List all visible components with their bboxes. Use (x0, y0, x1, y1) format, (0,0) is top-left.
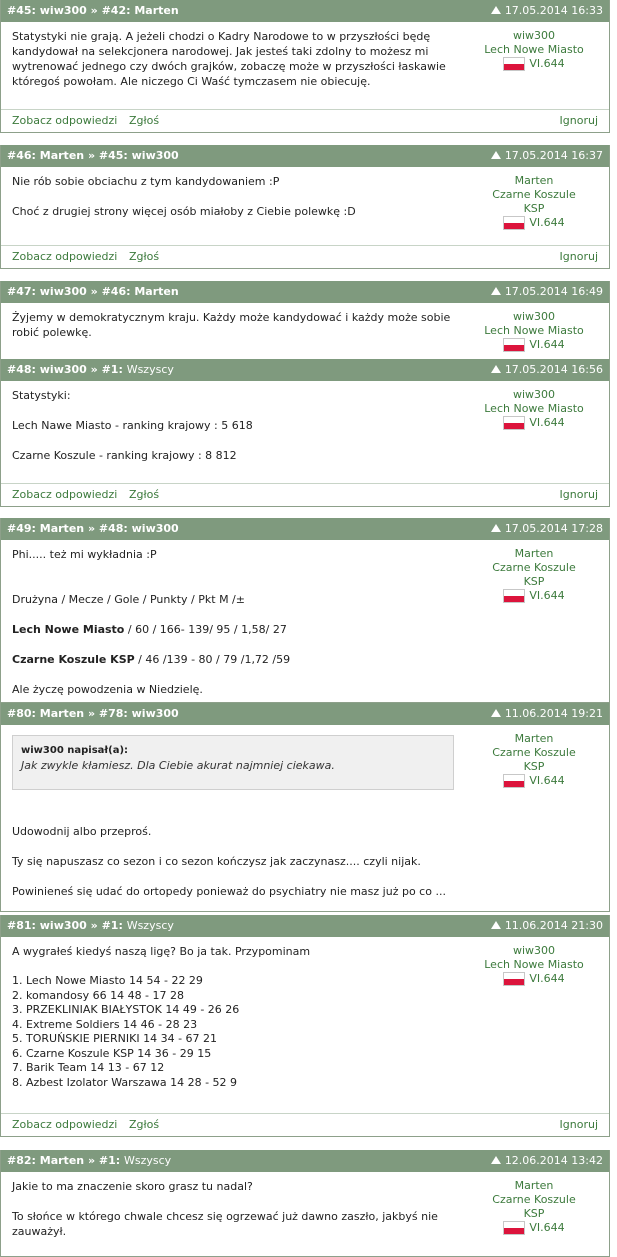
user-level[interactable]: VI.644 (529, 774, 565, 787)
post-date: 17.05.2014 16:56 (504, 363, 603, 376)
post-footer (1, 245, 609, 268)
post-header: #80: Marten » #78: wiw300 11.06.2014 19:21 (1, 703, 609, 725)
team-name[interactable]: Lech Nowe Miasto (484, 958, 584, 971)
post-number[interactable]: #46 (7, 149, 32, 162)
post-footer (1, 1113, 609, 1136)
reply-target-number[interactable]: #46 (101, 285, 127, 298)
user-level[interactable]: VI.644 (529, 338, 565, 351)
reply-target-name[interactable]: Marten (134, 4, 179, 17)
user-info (464, 944, 604, 986)
post-number[interactable]: #47 (7, 285, 32, 298)
post-text: Statystyki: Lech Nawe Miasto - ranking krajowy : 5 618 Czarne Koszule - ranking krajowy : 8 812 (12, 389, 253, 462)
post-number[interactable]: #45 (7, 4, 32, 17)
post-47 (0, 281, 610, 360)
post-45 (0, 0, 610, 133)
user-name[interactable]: wiw300 (512, 29, 556, 42)
team-name[interactable]: Lech Nowe Miasto (484, 43, 584, 56)
poland-flag-icon (503, 1221, 525, 1235)
post-text: Jakie to ma znaczenie skoro grasz tu nadal? To słońce w którego chwale chcesz się ogrzewać już dawno zaszło, jakbyś nie zauważył. (12, 1180, 438, 1238)
post-text: A wygrałeś kiedyś naszą ligę? Bo ja tak. Przypominam 1. Lech Nowe Miasto 14 54 - 22 29 2. komandosy 66 14 48 - 17 28 3. PRZEKLINIAK BIAŁYSTOK 14 49 - 26 26 4. Extreme Soldiers 14 46 - 28 23 5. TORUŃSKIE PIERNIKI 14 34 - 67 21 6. Czarne Koszule KSP 14 36 - 29 15 7. Barik Team 14 13 - 67 12 8. Azbest Izolator Warszawa 14 28 - 52 9 (12, 944, 452, 1090)
post-number[interactable]: #82 (7, 1154, 32, 1167)
view-replies-link[interactable]: Zobacz odpowiedzi (12, 114, 118, 127)
user-info (464, 732, 604, 788)
team-name-suffix[interactable]: KSP (523, 1207, 545, 1220)
user-info (464, 29, 604, 71)
team-name-suffix[interactable]: KSP (523, 575, 545, 588)
user-name[interactable]: Marten (514, 732, 554, 745)
team-name-suffix[interactable]: KSP (523, 202, 545, 215)
user-name[interactable]: Marten (514, 174, 554, 187)
list-item: 6. Czarne Koszule KSP 14 36 - 29 15 (12, 1046, 212, 1060)
list-item: 8. Azbest Izolator Warszawa 14 28 - 52 9 (12, 1075, 238, 1089)
list-item: 1. Lech Nowe Miasto 14 54 - 22 29 (12, 974, 203, 987)
team-name[interactable]: Czarne Koszule (492, 1193, 576, 1206)
post-date: 17.05.2014 16:33 (504, 4, 603, 17)
post-author[interactable]: Marten (39, 707, 85, 720)
team-name-suffix[interactable]: KSP (523, 760, 545, 773)
post-author[interactable]: wiw300 (39, 4, 87, 17)
user-name[interactable]: wiw300 (512, 310, 556, 323)
user-name[interactable]: wiw300 (512, 388, 556, 401)
list-item: 7. Barik Team 14 13 - 67 12 (12, 1061, 165, 1074)
reply-target-name[interactable]: Wszyscy (126, 919, 174, 932)
arrow-up-icon[interactable] (491, 524, 501, 532)
team-name[interactable]: Lech Nowe Miasto (484, 402, 584, 415)
reply-target-name[interactable]: wiw300 (131, 522, 179, 535)
list-item: 5. TORUŃSKIE PIERNIKI 14 34 - 67 21 (12, 1032, 218, 1045)
poland-flag-icon (503, 57, 525, 71)
post-author[interactable]: wiw300 (39, 919, 87, 932)
reply-target-name[interactable]: wiw300 (131, 149, 179, 162)
quote-text: Jak zwykle kłamiesz. Dla Ciebie akurat najmniej ciekawa. (21, 759, 335, 772)
list-item: 3. PRZEKLINIAK BIAŁYSTOK 14 49 - 26 26 (12, 1003, 240, 1016)
reply-target-number[interactable]: #78 (98, 707, 124, 720)
report-link[interactable]: Zgłoś (129, 250, 160, 263)
post-48 (0, 359, 610, 507)
poland-flag-icon (503, 216, 525, 230)
reply-target-name[interactable]: Marten (134, 285, 179, 298)
post-text: Żyjemy w demokratycznym kraju. Każdy może kandydować i każdy może sobie robić polewkę. (12, 311, 451, 339)
user-info (464, 1179, 604, 1235)
post-text: Phi..... też mi wykładnia :P Drużyna / Mecze / Gole / Punkty / Pkt M /± Lech Nowe Miasto / 60 / 166- 139/ 95 / 1,58/ 27 Czarne Koszule KSP / 46 /139 - 80 / 79 /1,72 /59 Ale życzę powodzenia w Niedzielę. (12, 548, 291, 696)
post-date: 11.06.2014 19:21 (504, 707, 603, 720)
user-level[interactable]: VI.644 (529, 57, 565, 70)
post-date: 17.05.2014 16:37 (504, 149, 603, 162)
post-number[interactable]: #81 (7, 919, 32, 932)
arrow-up-icon[interactable] (491, 151, 501, 159)
arrow-up-icon[interactable] (491, 709, 501, 717)
list-item: 4. Extreme Soldiers 14 46 - 28 23 (12, 1017, 198, 1031)
view-replies-link[interactable]: Zobacz odpowiedzi (12, 488, 118, 501)
post-date: 17.05.2014 16:49 (504, 285, 603, 298)
post-82 (0, 1150, 610, 1257)
reply-target-name[interactable]: Wszyscy (126, 363, 174, 376)
post-header: #48: wiw300 » #1: Wszyscy 17.05.2014 16:56 (1, 359, 609, 381)
user-level[interactable]: VI.644 (529, 416, 565, 429)
quote-block (12, 735, 454, 790)
user-info (464, 174, 604, 230)
user-name[interactable]: Marten (514, 1179, 554, 1192)
ignore-link[interactable]: Ignoruj (559, 1118, 598, 1131)
view-replies-link[interactable]: Zobacz odpowiedzi (12, 1118, 118, 1131)
post-date: 12.06.2014 13:42 (504, 1154, 603, 1167)
user-info (464, 388, 604, 430)
user-name[interactable]: Marten (514, 547, 554, 560)
user-level[interactable]: VI.644 (529, 1221, 565, 1234)
arrow-up-icon[interactable] (491, 365, 501, 373)
user-info (464, 547, 604, 603)
user-name[interactable]: wiw300 (512, 944, 556, 957)
reply-target-number[interactable]: #45 (98, 149, 124, 162)
arrow-up-icon[interactable] (491, 921, 501, 929)
team-name[interactable]: Czarne Koszule (492, 561, 576, 574)
team-name[interactable]: Czarne Koszule (492, 188, 576, 201)
user-level[interactable]: VI.644 (529, 216, 565, 229)
post-header: #47: wiw300 » #46: Marten 17.05.2014 16:49 (1, 281, 609, 303)
ignore-link[interactable]: Ignoruj (559, 488, 598, 501)
arrow-up-icon[interactable] (491, 6, 501, 14)
poland-flag-icon (503, 972, 525, 986)
post-81 (0, 915, 610, 1137)
post-author[interactable]: wiw300 (39, 363, 87, 376)
poland-flag-icon (503, 589, 525, 603)
reply-target-name[interactable]: Wszyscy (123, 1154, 172, 1167)
post-header: #45: wiw300 » #42: Marten 17.05.2014 16:33 (1, 0, 609, 22)
reply-target-number[interactable]: #1 (101, 363, 119, 376)
post-header: #82: Marten » #1: Wszyscy 12.06.2014 13:42 (1, 1150, 609, 1172)
user-level[interactable]: VI.644 (529, 972, 565, 985)
arrow-up-icon[interactable] (491, 287, 501, 295)
post-number[interactable]: #80 (7, 707, 32, 720)
post-header: #81: wiw300 » #1: Wszyscy 11.06.2014 21:30 (1, 915, 609, 937)
poland-flag-icon (503, 338, 525, 352)
post-number[interactable]: #48 (7, 363, 32, 376)
post-date: 11.06.2014 21:30 (504, 919, 603, 932)
reply-target-number[interactable]: #1 (98, 1154, 116, 1167)
league-table-list (12, 974, 452, 1090)
post-author[interactable]: Marten (39, 1154, 85, 1167)
team-name[interactable]: Lech Nowe Miasto (484, 324, 584, 337)
post-footer (1, 483, 609, 506)
poland-flag-icon (503, 774, 525, 788)
quote-author: wiw300 napisał(a): (21, 745, 129, 756)
reply-target-name[interactable]: wiw300 (131, 707, 179, 720)
post-49 (0, 518, 610, 703)
ignore-link[interactable]: Ignoruj (559, 114, 598, 127)
post-author[interactable]: wiw300 (39, 285, 87, 298)
post-80 (0, 703, 610, 912)
reply-target-number[interactable]: #42 (101, 4, 127, 17)
list-item: 2. komandosy 66 14 48 - 17 28 (12, 988, 185, 1002)
report-link[interactable]: Zgłoś (129, 488, 160, 501)
reply-target-number[interactable]: #48 (98, 522, 124, 535)
view-replies-link[interactable]: Zobacz odpowiedzi (12, 250, 118, 263)
arrow-up-icon[interactable] (491, 1156, 501, 1164)
post-header: #49: Marten » #48: wiw300 17.05.2014 17:28 (1, 518, 609, 540)
post-date: 17.05.2014 17:28 (504, 522, 603, 535)
post-author[interactable]: Marten (39, 522, 85, 535)
post-number[interactable]: #49 (7, 522, 32, 535)
post-text: Udowodnij albo przeproś. Ty się napuszasz co sezon i co sezon kończysz jak zaczynasz.... czyli nijak. Powinieneś się udać do ortopedy ponieważ do psychiatry nie masz już po co ... (12, 825, 446, 898)
post-footer (1, 109, 609, 132)
post-46 (0, 145, 610, 269)
report-link[interactable]: Zgłoś (129, 1118, 160, 1131)
poland-flag-icon (503, 416, 525, 430)
user-level[interactable]: VI.644 (529, 589, 565, 602)
post-header: #46: Marten » #45: wiw300 17.05.2014 16:37 (1, 145, 609, 167)
ignore-link[interactable]: Ignoruj (559, 250, 598, 263)
user-info (464, 310, 604, 352)
post-text: Nie rób sobie obciachu z tym kandydowaniem :P Choć z drugiej strony więcej osób miałoby z Ciebie polewkę :D (12, 175, 356, 218)
post-author[interactable]: Marten (39, 149, 85, 162)
team-name[interactable]: Czarne Koszule (492, 746, 576, 759)
reply-target-number[interactable]: #1 (101, 919, 119, 932)
report-link[interactable]: Zgłoś (129, 114, 160, 127)
post-text: Statystyki nie grają. A jeżeli chodzi o Kadry Narodowe to w przyszłości będę kandydował na selekcjonera narodowej. Jak jesteś taki zdolny to możesz mi wytrenować jednego czy dwóch grajków, zobaczę może w przyszłości łaskawie któregoś powołam. Ale niczego Ci Waść tymczasem nie obiecuję. (12, 30, 446, 88)
